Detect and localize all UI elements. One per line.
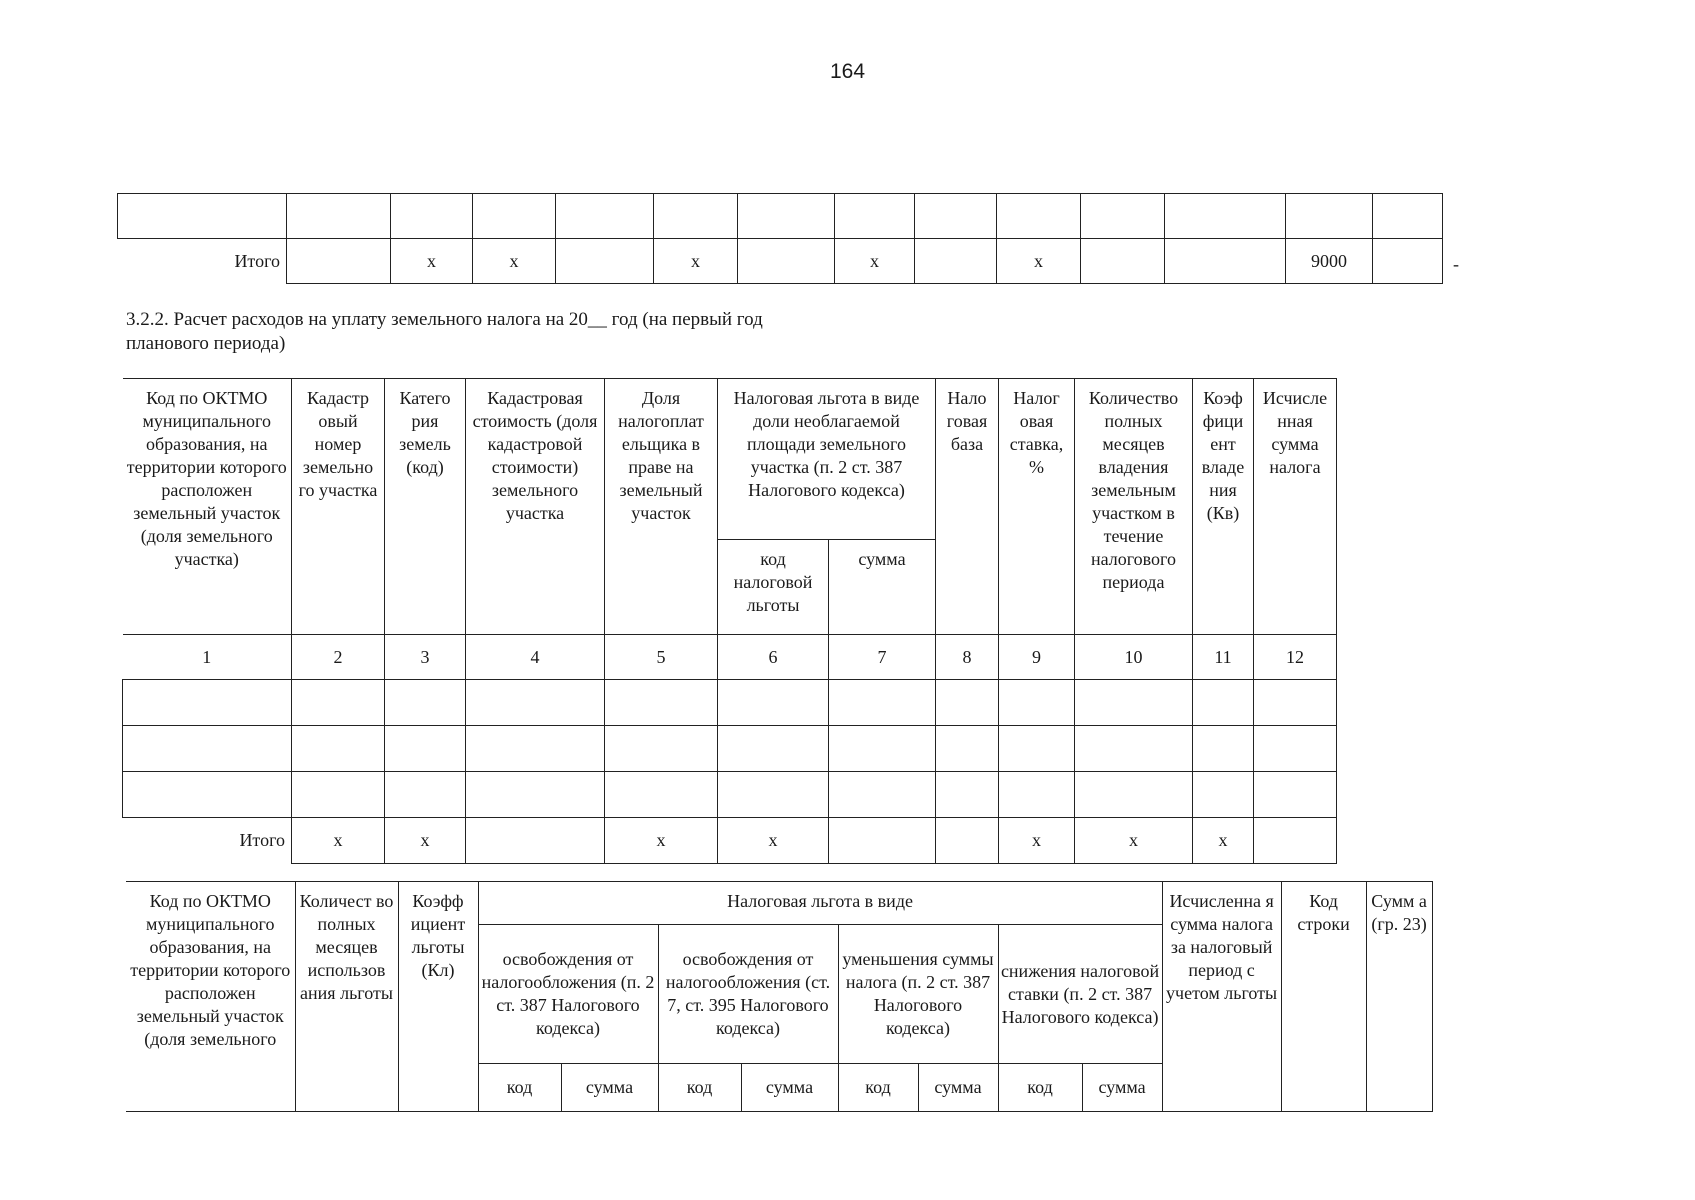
table-row	[118, 194, 1443, 239]
table-cell: х	[385, 818, 466, 864]
header-oktmo: Код по ОКТМО муниципального образования, на территории которого расположен земельный участок (доля земельного участка)	[123, 379, 292, 635]
previous-table	[117, 193, 1443, 284]
total-row	[118, 239, 1443, 284]
table-cell	[738, 239, 835, 284]
total-row	[123, 818, 1337, 864]
table-cell	[466, 818, 605, 864]
table-cell: х	[654, 239, 738, 284]
header-code: код	[478, 1064, 561, 1112]
column-number: 11	[1193, 635, 1254, 680]
header-tax-benefit-area: Налоговая льгота в виде доли необлагаемой площади земельного участка (п. 2 ст. 387 Налогового кодекса)	[718, 379, 936, 540]
header-code: код	[838, 1064, 918, 1112]
table-cell: 9000	[1286, 239, 1373, 284]
table-cell: х	[999, 818, 1075, 864]
table-row	[123, 726, 1337, 772]
land-tax-table	[122, 378, 1337, 864]
header-cadastral-value: Кадастровая стоимость (доля кадастровой стоимости) земельного участка	[466, 379, 605, 635]
table-cell	[1165, 239, 1286, 284]
column-number: 8	[936, 635, 999, 680]
column-number: 7	[829, 635, 936, 680]
column-numbers-row	[123, 635, 1337, 680]
header-taxpayer-share: Доля налогоплат ельщика в праве на земельный участок	[605, 379, 718, 635]
header-exemption-387: освобождения от налогообложения (п. 2 ст. 387 Налогового кодекса)	[478, 925, 658, 1064]
table-cell	[1373, 239, 1443, 284]
header-reduced-rate: снижения налоговой ставки (п. 2 ст. 387 Налогового кодекса)	[998, 925, 1162, 1064]
table-cell	[915, 239, 997, 284]
table-cell	[936, 818, 999, 864]
header-sum: сумма	[1082, 1064, 1162, 1112]
header-months-owned: Количество полных месяцев владения земельным участком в течение налогового периода	[1075, 379, 1193, 635]
table-cell	[556, 239, 654, 284]
header-oktmo: Код по ОКТМО муниципального образования, на территории которого расположен земельный участок (доля земельного	[126, 882, 295, 1112]
total-label: Итого	[118, 239, 287, 284]
table-cell	[1081, 239, 1165, 284]
header-tax-base: Нало говая база	[936, 379, 999, 635]
header-line-code: Код строки	[1281, 882, 1366, 1112]
table-cell: х	[473, 239, 556, 284]
table-cell: х	[718, 818, 829, 864]
table-row	[123, 680, 1337, 726]
total-label: Итого	[123, 818, 292, 864]
header-cadastral-number: Кадастр овый номер земельно го участка	[292, 379, 385, 635]
tax-benefit-table	[126, 881, 1433, 1112]
header-calculated-tax: Исчисле нная сумма налога	[1254, 379, 1337, 635]
column-number: 6	[718, 635, 829, 680]
trailing-mark: -	[1453, 254, 1459, 274]
header-calculated-tax-with-benefit: Исчисленна я сумма налога за налоговый период с учетом льготы	[1162, 882, 1281, 1112]
header-benefit-coefficient: Коэфф ициент льготы (Кл)	[398, 882, 478, 1112]
table-cell: х	[835, 239, 915, 284]
header-sum-col23: Сумм а (гр. 23)	[1366, 882, 1432, 1112]
header-code: код	[658, 1064, 741, 1112]
section-heading: 3.2.2. Расчет расходов на уплату земельного налога на 20__ год (на первый год планового периода)	[126, 309, 763, 354]
header-tax-benefit-group: Налоговая льгота в виде	[478, 882, 1162, 925]
page-number: 164	[829, 60, 866, 83]
table-cell: х	[292, 818, 385, 864]
column-number: 4	[466, 635, 605, 680]
table-cell	[287, 239, 391, 284]
column-number: 1	[123, 635, 292, 680]
header-tax-rate: Налог овая ставка, %	[999, 379, 1075, 635]
header-sum: сумма	[561, 1064, 658, 1112]
column-number: 2	[292, 635, 385, 680]
table-cell: х	[997, 239, 1081, 284]
column-number: 9	[999, 635, 1075, 680]
table-cell: х	[391, 239, 473, 284]
header-benefit-code: код налоговой льготы	[718, 540, 829, 635]
column-number: 10	[1075, 635, 1193, 680]
header-ownership-coefficient: Коэф фици ент владе ния (Кв)	[1193, 379, 1254, 635]
column-number: 5	[605, 635, 718, 680]
table-cell: х	[605, 818, 718, 864]
header-land-category: Катего рия земель (код)	[385, 379, 466, 635]
column-number: 12	[1254, 635, 1337, 680]
header-reduction-sum: уменьшения суммы налога (п. 2 ст. 387 Налогового кодекса)	[838, 925, 998, 1064]
table-cell: х	[1193, 818, 1254, 864]
table-row	[123, 772, 1337, 818]
table-cell	[829, 818, 936, 864]
column-number: 3	[385, 635, 466, 680]
table-cell: х	[1075, 818, 1193, 864]
table-cell	[1254, 818, 1337, 864]
header-benefit-months: Количест во полных месяцев использов ания льготы	[295, 882, 398, 1112]
header-exemption-395: освобождения от налогообложения (ст. 7, ст. 395 Налогового кодекса)	[658, 925, 838, 1064]
header-benefit-sum: сумма	[829, 540, 936, 635]
header-sum: сумма	[918, 1064, 998, 1112]
header-code: код	[998, 1064, 1082, 1112]
header-sum: сумма	[741, 1064, 838, 1112]
